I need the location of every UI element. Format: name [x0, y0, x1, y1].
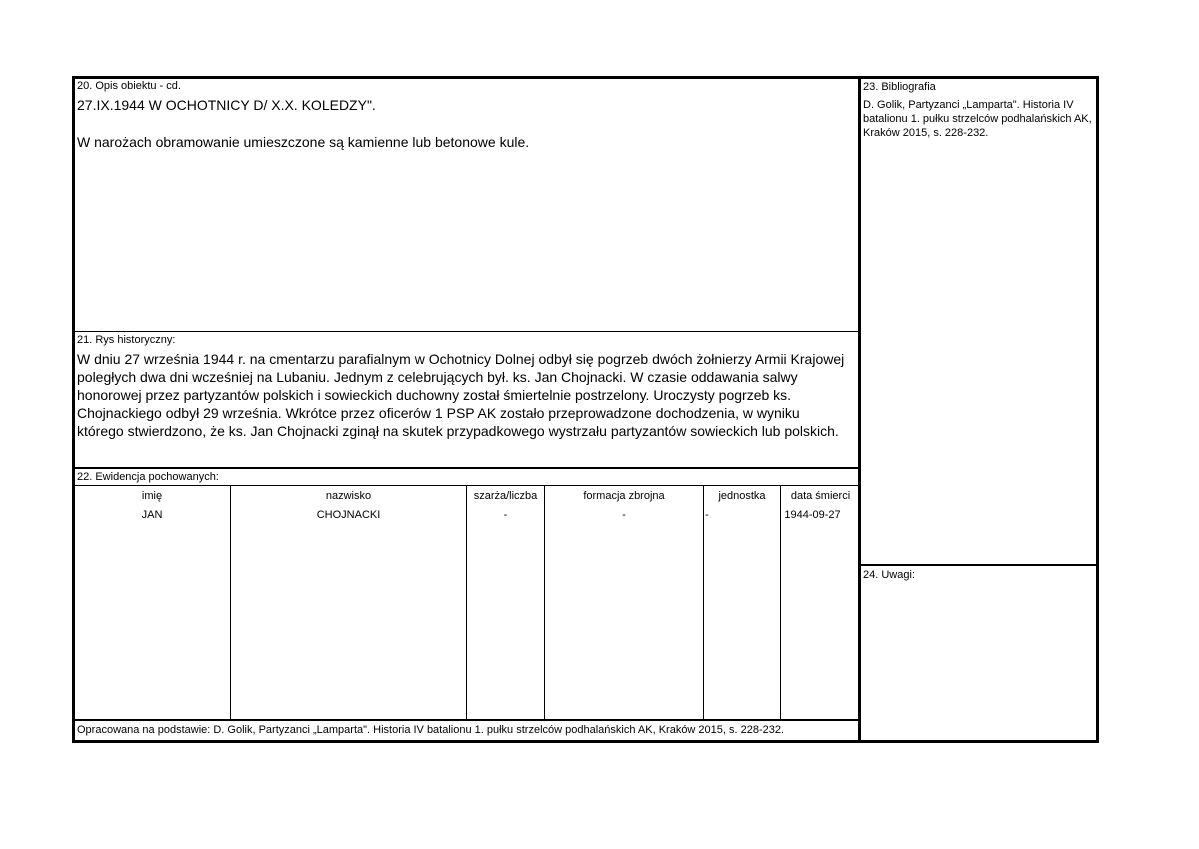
header-data-smierci: data śmierci — [790, 490, 851, 502]
section-20-label: 20. Opis obiektu - cd. — [77, 80, 181, 92]
header-nazwisko: nazwisko — [325, 490, 372, 502]
section-22-label: 22. Ewidencja pochowanych: — [77, 471, 219, 483]
section-21-label: 21. Rys historyczny: — [77, 334, 176, 346]
history-line-5: którego stwierdzono, że ks. Jan Chojnacki zginął na skutek przypadkowego wystrzału partyzantów sowieckich lub polskich. — [77, 423, 839, 439]
header-jednostka: jednostka — [718, 490, 766, 502]
separator-20-21 — [74, 331, 860, 332]
header-imie: imię — [141, 490, 163, 502]
column-divider — [703, 486, 704, 719]
history-line-3: honorowej przez partyzantów polskich i sowieckich duchowny został śmiertelnie postrzelony. Uroczysty pogrzeb ks. — [77, 387, 792, 403]
section-24-label: 24. Uwagi: — [863, 569, 915, 581]
section-23-label: 23. Bibliografia — [863, 81, 936, 93]
separator-21-22 — [74, 467, 860, 469]
history-line-4: Chojnackiego odbył 29 września. Wkrótce przez oficerów 1 PSP AK zostało przeprowadzone dochodzenia, w wyniku — [77, 405, 800, 421]
separator-footer — [74, 719, 860, 721]
bibliography-text: D. Golik, Partyzanci „Lamparta". Historia IV batalionu 1. pułku strzelców podhalańskich AK, Kraków 2015, s. 228-232. — [863, 99, 1092, 139]
right-form-frame — [859, 76, 1099, 743]
section-20-line2: W narożach obramowanie umieszczone są kamienne lub betonowe kule. — [77, 134, 530, 150]
cell-jednostka: - — [705, 509, 709, 521]
section-20-line1: 27.IX.1944 W OCHOTNICY D/ X.X. KOLEDZY". — [77, 97, 376, 113]
history-line-2: poległych dwa dni wcześniej na Lubaniu. Jednym z celebrujących był. ks. Jan Chojnacki. W czasie oddawania salwy — [77, 369, 798, 385]
cell-data-smierci: 1944-09-27 — [784, 509, 841, 521]
cell-nazwisko: CHOJNACKI — [316, 509, 381, 521]
separator-22-header — [74, 485, 860, 486]
separator-23-24 — [861, 564, 1097, 566]
footer-source: Opracowana na podstawie: D. Golik, Partyzanci „Lamparta". Historia IV batalionu 1. pułku strzelców podhalańskich AK, Kraków 2015, s. 228-232. — [77, 724, 785, 736]
header-szarza: szarża/liczba — [473, 490, 538, 502]
cell-formacja: - — [622, 509, 626, 521]
header-formacja: formacja zbrojna — [583, 490, 665, 502]
history-line-1: W dniu 27 września 1944 r. na cmentarzu parafialnym w Ochotnicy Dolnej odbył się pogrzeb dwóch żołnierzy Armii Krajowej — [77, 351, 845, 367]
cell-szarza: - — [503, 509, 508, 521]
cell-imie: JAN — [141, 509, 163, 521]
